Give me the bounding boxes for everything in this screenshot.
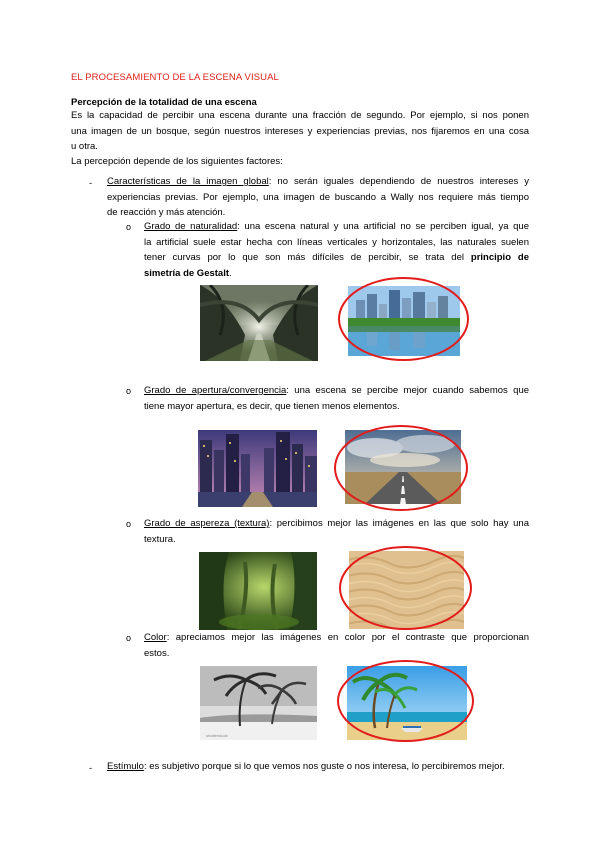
sub1-line-4-end: . [229, 267, 232, 279]
dash-marker: - [89, 178, 93, 189]
sub-aspereza [144, 516, 529, 547]
item1-line-2: experiencias previas. Por ejemplo, una imagen de buscando a Wally nos requiere más tiempo [107, 191, 529, 203]
item-estimulo [107, 759, 537, 775]
intro-line-1: Es la capacidad de percibir una escena durante una fracción de segundo. Por ejemplo, si nos ponen [71, 110, 529, 121]
sub1-line-1: : una escena natural y una artificial no se perciben igual, ya que [237, 221, 529, 232]
highlight-ellipse [339, 546, 472, 630]
term-aspereza: Grado de aspereza (textura) [144, 518, 270, 529]
term-naturalidad: Grado de naturalidad [144, 221, 238, 232]
highlight-ellipse [338, 277, 469, 361]
night-city-image [198, 430, 317, 507]
sub3-line-2: textura. [144, 533, 176, 545]
intro-line-3: u otra. [71, 141, 98, 152]
document-title: EL PROCESAMIENTO DE LA ESCENA VISUAL [71, 72, 279, 83]
item1-line-3: de reacción y más atención. [107, 207, 226, 218]
term-apertura: Grado de apertura/convergencia [144, 385, 287, 396]
bullet-marker: o [126, 386, 132, 396]
sub4-line-1: : apreciamos mejor las imágenes en color por el contraste que proporcionan [166, 632, 529, 643]
term-color: Color [144, 632, 167, 643]
term-estimulo: Estímulo [107, 761, 144, 772]
item2-text: : es subjetivo porque si lo que vemos nos guste o nos interesa, lo percibiremos mejor. [143, 761, 505, 772]
term-global-image: Características de la imagen global [107, 176, 269, 187]
intro-line-2: una imagen de un bosque, según nuestros intereses y experiencias previas, nos fijaremos en una cosa [71, 125, 529, 137]
sub1-line-2: la artificial suele estar hecha con líneas verticales y horizontales, las naturales suelen [144, 236, 529, 248]
intro-paragraph [71, 108, 529, 155]
sub1-line-3: tener curvas por lo que son más difíciles de percibir, se trata del [144, 252, 471, 263]
sub3-line-1: : percibimos mejor las imágenes en las que solo hay una [269, 518, 530, 529]
sub4-line-2: estos. [144, 647, 170, 659]
item-global-image [107, 174, 529, 221]
highlight-ellipse [334, 425, 468, 511]
sub-color [144, 630, 529, 661]
bullet-marker: o [126, 222, 132, 232]
svg-text:shutterstock: shutterstock [206, 733, 228, 738]
gestalt-term-b: simetría de Gestalt [144, 267, 230, 279]
gestalt-term-a: principio de [470, 252, 529, 263]
forest-road-image [200, 285, 318, 361]
factors-intro: La percepción depende de los siguientes factores: [71, 156, 283, 167]
section-heading: Percepción de la totalidad de una escena [71, 97, 257, 108]
sub2-line-2: tiene mayor apertura, es decir, que tienen menos elementos. [144, 400, 400, 412]
sub-apertura [144, 383, 529, 414]
green-forest-image [199, 552, 317, 630]
dash-marker: - [89, 763, 93, 774]
bullet-marker: o [126, 633, 132, 643]
item1-line-1: : no serán iguales dependiendo de nuestros intereses y [268, 176, 529, 187]
bullet-marker: o [126, 519, 132, 529]
sub2-line-1: : una escena se percibe mejor cuando sabemos que [286, 385, 530, 396]
sub-naturalidad [144, 219, 529, 281]
bw-palm-beach-image [200, 666, 317, 740]
highlight-ellipse [337, 660, 474, 742]
